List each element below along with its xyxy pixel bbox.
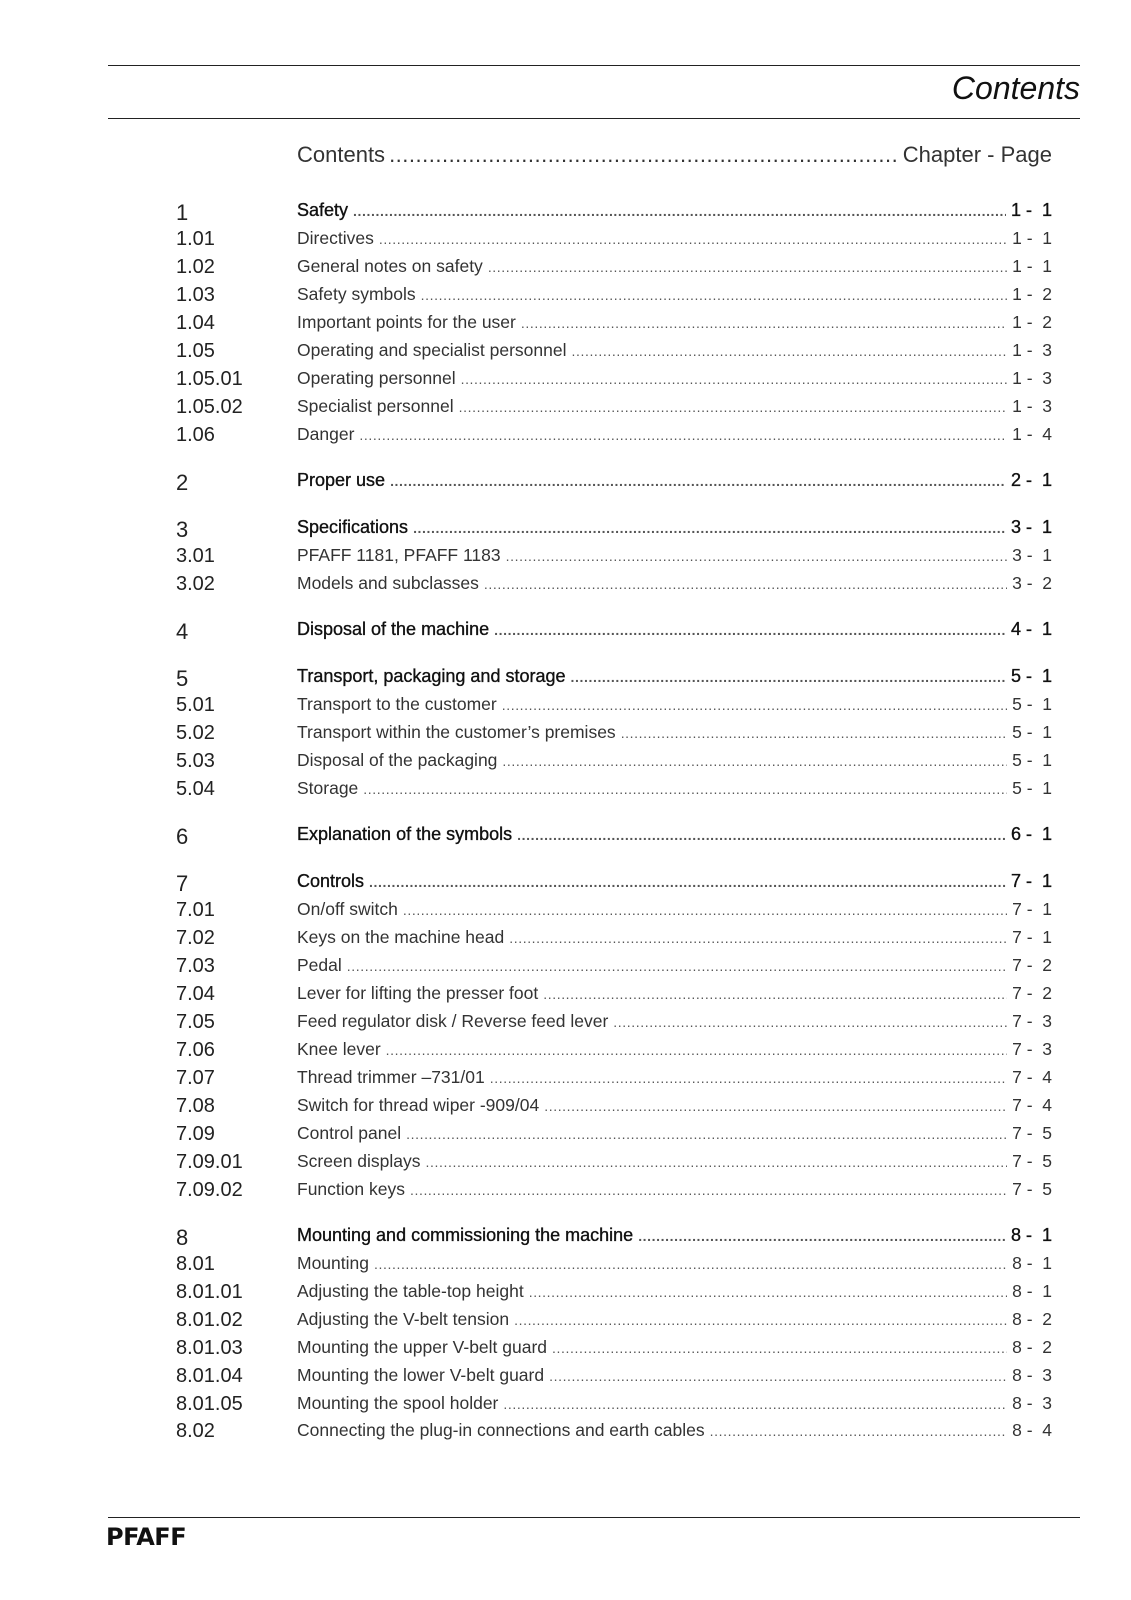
toc-entry-number: 8.01.04 (176, 1365, 243, 1387)
toc-section-row[interactable] (0, 368, 1131, 396)
toc-entry-page: 4 - 1 (1010, 619, 1052, 639)
toc-entry-number: 3.02 (176, 573, 215, 595)
toc-entry-title: Mounting the spool holder (297, 1393, 499, 1413)
toc-entry-title: Explanation of the symbols (297, 824, 513, 844)
toc-entry-number: 7.09.02 (176, 1179, 243, 1201)
toc-dot-leader (710, 1423, 1007, 1439)
toc-entry (297, 955, 1052, 976)
toc-entry-page: 1 - 3 (1012, 368, 1052, 388)
toc-entry-title: PFAFF 1181, PFAFF 1183 (297, 545, 501, 565)
toc-entry-number: 3 (176, 517, 189, 542)
toc-section-row[interactable] (0, 899, 1131, 927)
toc-section-row[interactable] (0, 228, 1131, 256)
toc-section-row[interactable] (0, 1337, 1131, 1365)
toc-entry-title: Controls (297, 871, 365, 891)
toc-section-row[interactable] (0, 573, 1131, 601)
toc-entry-number: 6 (176, 824, 189, 849)
toc-column-label: Chapter - Page (902, 142, 1052, 167)
toc-entry (297, 545, 1052, 566)
toc-section-row[interactable] (0, 396, 1131, 424)
toc-section-row[interactable] (0, 424, 1131, 452)
toc-dot-leader (613, 1014, 1007, 1030)
toc-entry-page: 8 - 1 (1012, 1281, 1052, 1301)
toc-entry-page: 3 - 2 (1012, 573, 1052, 593)
toc-entry (297, 396, 1052, 417)
toc-entry-title: Transport to the customer (297, 694, 497, 714)
toc-chapter-row[interactable] (0, 470, 1131, 498)
toc-dot-leader (621, 725, 1007, 741)
toc-entry-number: 7.07 (176, 1067, 215, 1089)
toc-entry-title: Important points for the user (297, 312, 516, 332)
toc-entry-page: 8 - 2 (1012, 1309, 1052, 1329)
toc-entry-page: 3 - 1 (1012, 545, 1052, 565)
toc-section-row[interactable] (0, 694, 1131, 722)
toc-entry-page: 7 - 2 (1012, 955, 1052, 975)
toc-section-row[interactable] (0, 1039, 1131, 1067)
toc-entry (297, 778, 1052, 799)
toc-dot-leader (379, 231, 1007, 247)
toc-entry-number: 1.05.02 (176, 396, 243, 418)
toc-entry-number: 8.02 (176, 1420, 215, 1442)
toc-dot-leader (543, 986, 1007, 1002)
toc-header-leader (389, 142, 899, 168)
toc-entry-title: Operating and specialist personnel (297, 340, 567, 360)
toc-entry-number: 8.01 (176, 1253, 215, 1275)
toc-dot-leader (359, 427, 1007, 443)
toc-entry-title: Transport within the customer’s premises (297, 722, 616, 742)
toc-entry-title: Safety symbols (297, 284, 416, 304)
toc-entry-title: Lever for lifting the presser foot (297, 983, 539, 1003)
toc-entry-title: Pedal (297, 955, 342, 975)
toc-entry-page: 1 - 1 (1010, 200, 1052, 220)
toc-chapter-row[interactable] (0, 871, 1131, 899)
toc-entry (297, 694, 1052, 715)
toc-entry (297, 927, 1052, 948)
toc-entry-number: 5.03 (176, 750, 215, 772)
toc-entry-title: Models and subclasses (297, 573, 479, 593)
toc-entry-page: 5 - 1 (1012, 694, 1052, 714)
toc-entry-number: 8.01.05 (176, 1393, 243, 1415)
toc-section-row[interactable] (0, 256, 1131, 284)
toc-dot-leader (517, 827, 1006, 843)
toc-section-row[interactable] (0, 1067, 1131, 1095)
toc-entry-page: 7 - 3 (1012, 1011, 1052, 1031)
footer-rule (108, 1517, 1080, 1518)
toc-chapter-row[interactable] (0, 200, 1131, 228)
toc-entry (297, 1011, 1052, 1032)
toc-dot-leader (638, 1228, 1006, 1244)
toc-entry (297, 517, 1052, 538)
toc-entry (297, 619, 1052, 640)
toc-dot-leader (494, 622, 1006, 638)
toc-section-row[interactable] (0, 778, 1131, 806)
toc-dot-leader (484, 576, 1007, 592)
toc-dot-leader (386, 1042, 1007, 1058)
toc-entry-title: Operating personnel (297, 368, 456, 388)
toc-entry (297, 368, 1052, 389)
toc-entry-number: 5 (176, 666, 189, 691)
toc-entry (297, 340, 1052, 361)
toc-entry-page: 7 - 1 (1010, 871, 1052, 891)
toc-section-row[interactable] (0, 545, 1131, 573)
toc-entry-page: 6 - 1 (1010, 824, 1052, 844)
toc-entry-number: 1.02 (176, 256, 215, 278)
toc-entry-number: 7.03 (176, 955, 215, 977)
toc-section-row[interactable] (0, 1095, 1131, 1123)
toc-entry-page: 1 - 1 (1012, 256, 1052, 276)
toc-dot-leader (502, 753, 1007, 769)
toc-entry-number: 7.02 (176, 927, 215, 949)
toc-section-row[interactable] (0, 312, 1131, 340)
toc-chapter-row[interactable] (0, 517, 1131, 545)
toc-entry (297, 1420, 1052, 1441)
toc-entry-number: 1 (176, 200, 189, 225)
toc-dot-leader (363, 781, 1007, 797)
toc-section-row[interactable] (0, 1253, 1131, 1281)
toc-entry-title: Disposal of the packaging (297, 750, 498, 770)
toc-entry-number: 7.01 (176, 899, 215, 921)
page-title: Contents (951, 70, 1080, 106)
toc-section-row[interactable] (0, 1151, 1131, 1179)
toc-entry (297, 470, 1052, 491)
toc-dot-leader (390, 473, 1006, 489)
toc-entry-number: 1.05.01 (176, 368, 243, 390)
toc-entry-title: Control panel (297, 1123, 402, 1143)
toc-entry-title: Adjusting the table-top height (297, 1281, 524, 1301)
toc-entry (297, 1225, 1052, 1246)
toc-entry-page: 7 - 3 (1012, 1039, 1052, 1059)
toc-section-row[interactable] (0, 1281, 1131, 1309)
toc-entry-page: 7 - 4 (1012, 1067, 1052, 1087)
toc-entry (297, 200, 1052, 221)
toc-section-row[interactable] (0, 955, 1131, 983)
toc-dot-leader (552, 1340, 1007, 1356)
toc-entry-title: Specifications (297, 517, 409, 537)
toc-entry (297, 750, 1052, 771)
toc-entry (297, 1309, 1052, 1330)
toc-entry-page: 1 - 4 (1012, 424, 1052, 444)
toc-label: Contents (297, 142, 386, 167)
toc-dot-leader (506, 548, 1008, 564)
toc-entry (297, 424, 1052, 445)
toc-entry (297, 871, 1052, 892)
toc-entry-title: Thread trimmer –731/01 (297, 1067, 485, 1087)
toc-entry-title: General notes on safety (297, 256, 483, 276)
toc-entry-title: Mounting (297, 1253, 369, 1273)
toc-entry-title: Directives (297, 228, 374, 248)
toc-entry (297, 256, 1052, 277)
toc-entry-page: 3 - 1 (1010, 517, 1052, 537)
toc-entry-number: 2 (176, 470, 189, 495)
toc-dot-leader (490, 1070, 1007, 1086)
toc-entry-title: Mounting and commissioning the machine (297, 1225, 634, 1245)
toc-entry (297, 1123, 1052, 1144)
toc-entry (297, 573, 1052, 594)
toc-chapter-row[interactable] (0, 824, 1131, 852)
toc-entry-title: Function keys (297, 1179, 405, 1199)
toc-entry-page: 8 - 3 (1012, 1365, 1052, 1385)
toc-entry-number: 5.02 (176, 722, 215, 744)
toc-entry-title: Transport, packaging and storage (297, 666, 566, 686)
toc-entry-number: 1.03 (176, 284, 215, 306)
toc-entry (297, 1281, 1052, 1302)
toc-entry-page: 7 - 5 (1012, 1179, 1052, 1199)
toc-entry-number: 4 (176, 619, 189, 644)
toc-entry (297, 1365, 1052, 1386)
toc-entry-title: Mounting the upper V-belt guard (297, 1337, 548, 1357)
toc-section-row[interactable] (0, 1420, 1131, 1448)
toc-entry-number: 8 (176, 1225, 189, 1250)
toc-entry-number: 7.05 (176, 1011, 215, 1033)
toc-entry-number: 7.09.01 (176, 1151, 243, 1173)
toc-entry-number: 8.01.02 (176, 1309, 243, 1331)
toc-header (297, 142, 1052, 168)
toc-entry (297, 666, 1052, 687)
toc-entry (297, 1095, 1052, 1116)
toc-dot-leader (509, 930, 1007, 946)
toc-entry-page: 8 - 3 (1012, 1393, 1052, 1413)
toc-section-row[interactable] (0, 1011, 1131, 1039)
toc-chapter-row[interactable] (0, 666, 1131, 694)
toc-dot-leader (421, 287, 1007, 303)
toc-entry (297, 228, 1052, 249)
toc-entry-title: Safety (297, 200, 349, 220)
toc-entry (297, 284, 1052, 305)
toc-entry (297, 1337, 1052, 1358)
toc-entry-page: 8 - 2 (1012, 1337, 1052, 1357)
toc-dot-leader (488, 259, 1007, 275)
toc-dot-leader (410, 1182, 1007, 1198)
toc-entry (297, 899, 1052, 920)
toc-entry-page: 1 - 3 (1012, 340, 1052, 360)
toc-entry-page: 7 - 5 (1012, 1123, 1052, 1143)
toc-entry-page: 1 - 3 (1012, 396, 1052, 416)
toc-entry (297, 1067, 1052, 1088)
toc-entry-page: 7 - 1 (1012, 927, 1052, 947)
toc-dot-leader (502, 697, 1007, 713)
toc-entry-title: Switch for thread wiper -909/04 (297, 1095, 540, 1115)
toc-entry-page: 7 - 2 (1012, 983, 1052, 1003)
toc-section-row[interactable] (0, 722, 1131, 750)
toc-entry-page: 8 - 4 (1012, 1420, 1052, 1440)
toc-entry-title: Keys on the machine head (297, 927, 505, 947)
toc-entry-page: 5 - 1 (1012, 750, 1052, 770)
toc-entry (297, 1151, 1052, 1172)
toc-chapter-row[interactable] (0, 1225, 1131, 1253)
toc-dot-leader (521, 315, 1007, 331)
toc-dot-leader (571, 343, 1007, 359)
pfaff-logo: PFAFF (106, 1523, 187, 1551)
header-rule-bottom (108, 118, 1080, 119)
toc-dot-leader (347, 958, 1007, 974)
header-rule-top (108, 65, 1080, 66)
toc-entry-title: Disposal of the machine (297, 619, 490, 639)
toc-entry-number: 7 (176, 871, 189, 896)
toc-entry-title: Danger (297, 424, 355, 444)
toc-entry-title: Screen displays (297, 1151, 421, 1171)
toc-section-row[interactable] (0, 1365, 1131, 1393)
toc-entry-number: 5.01 (176, 694, 215, 716)
toc-dot-leader (544, 1098, 1007, 1114)
toc-dot-leader (403, 902, 1007, 918)
toc-dot-leader (426, 1154, 1008, 1170)
toc-section-row[interactable] (0, 1179, 1131, 1207)
toc-entry-title: Knee lever (297, 1039, 381, 1059)
toc-entry-number: 7.08 (176, 1095, 215, 1117)
toc-entry-page: 5 - 1 (1012, 722, 1052, 742)
toc-dot-leader (459, 399, 1007, 415)
toc-dot-leader (529, 1284, 1007, 1300)
toc-dot-leader (353, 203, 1006, 219)
toc-section-row[interactable] (0, 284, 1131, 312)
toc-entry-page: 8 - 1 (1010, 1225, 1052, 1245)
toc-entry (297, 1039, 1052, 1060)
toc-dot-leader (503, 1396, 1007, 1412)
toc-section-row[interactable] (0, 340, 1131, 368)
toc-entry-page: 7 - 4 (1012, 1095, 1052, 1115)
toc-dot-leader (413, 520, 1006, 536)
toc-entry (297, 722, 1052, 743)
toc-entry-number: 7.04 (176, 983, 215, 1005)
toc-entry-page: 1 - 1 (1012, 228, 1052, 248)
toc-entry-title: Mounting the lower V-belt guard (297, 1365, 545, 1385)
toc-section-row[interactable] (0, 1393, 1131, 1421)
toc-entry (297, 983, 1052, 1004)
toc-entry-page: 7 - 1 (1012, 899, 1052, 919)
toc-entry-page: 1 - 2 (1012, 284, 1052, 304)
toc-dot-leader (461, 371, 1008, 387)
toc-section-row[interactable] (0, 1123, 1131, 1151)
toc-entry-title: Specialist personnel (297, 396, 454, 416)
toc-entry-title: Proper use (297, 470, 386, 490)
toc-entry-title: Adjusting the V-belt tension (297, 1309, 510, 1329)
toc-chapter-row[interactable] (0, 619, 1131, 647)
toc-entry-title: Connecting the plug-in connections and earth cables (297, 1420, 705, 1440)
toc-entry-page: 5 - 1 (1010, 666, 1052, 686)
toc-section-row[interactable] (0, 750, 1131, 778)
toc-entry (297, 312, 1052, 333)
toc-section-row[interactable] (0, 1309, 1131, 1337)
toc-entry-number: 5.04 (176, 778, 215, 800)
toc-dot-leader (369, 874, 1006, 890)
toc-entry-number: 1.04 (176, 312, 215, 334)
toc-dot-leader (571, 669, 1006, 685)
toc-entry-page: 7 - 5 (1012, 1151, 1052, 1171)
toc-entry-title: Feed regulator disk / Reverse feed lever (297, 1011, 609, 1031)
toc-entry-number: 1.05 (176, 340, 215, 362)
toc-entry-number: 3.01 (176, 545, 215, 567)
toc-entry-number: 7.09 (176, 1123, 215, 1145)
toc-entry (297, 1393, 1052, 1414)
toc-entry-number: 8.01.01 (176, 1281, 243, 1303)
toc-section-row[interactable] (0, 983, 1131, 1011)
toc-entry-number: 8.01.03 (176, 1337, 243, 1359)
toc-entry (297, 824, 1052, 845)
toc-dot-leader (374, 1256, 1007, 1272)
toc-entry-page: 8 - 1 (1012, 1253, 1052, 1273)
toc-entry (297, 1179, 1052, 1200)
toc-entry-page: 1 - 2 (1012, 312, 1052, 332)
toc-entry-number: 1.01 (176, 228, 215, 250)
toc-dot-leader (549, 1368, 1007, 1384)
toc-entry (297, 1253, 1052, 1274)
toc-dot-leader (514, 1312, 1007, 1328)
toc-entry-title: Storage (297, 778, 359, 798)
toc-entry-page: 2 - 1 (1010, 470, 1052, 490)
toc-entry-title: On/off switch (297, 899, 398, 919)
toc-dot-leader (406, 1126, 1007, 1142)
toc-section-row[interactable] (0, 927, 1131, 955)
toc-entry-number: 1.06 (176, 424, 215, 446)
toc-entry-number: 7.06 (176, 1039, 215, 1061)
toc-entry-page: 5 - 1 (1012, 778, 1052, 798)
